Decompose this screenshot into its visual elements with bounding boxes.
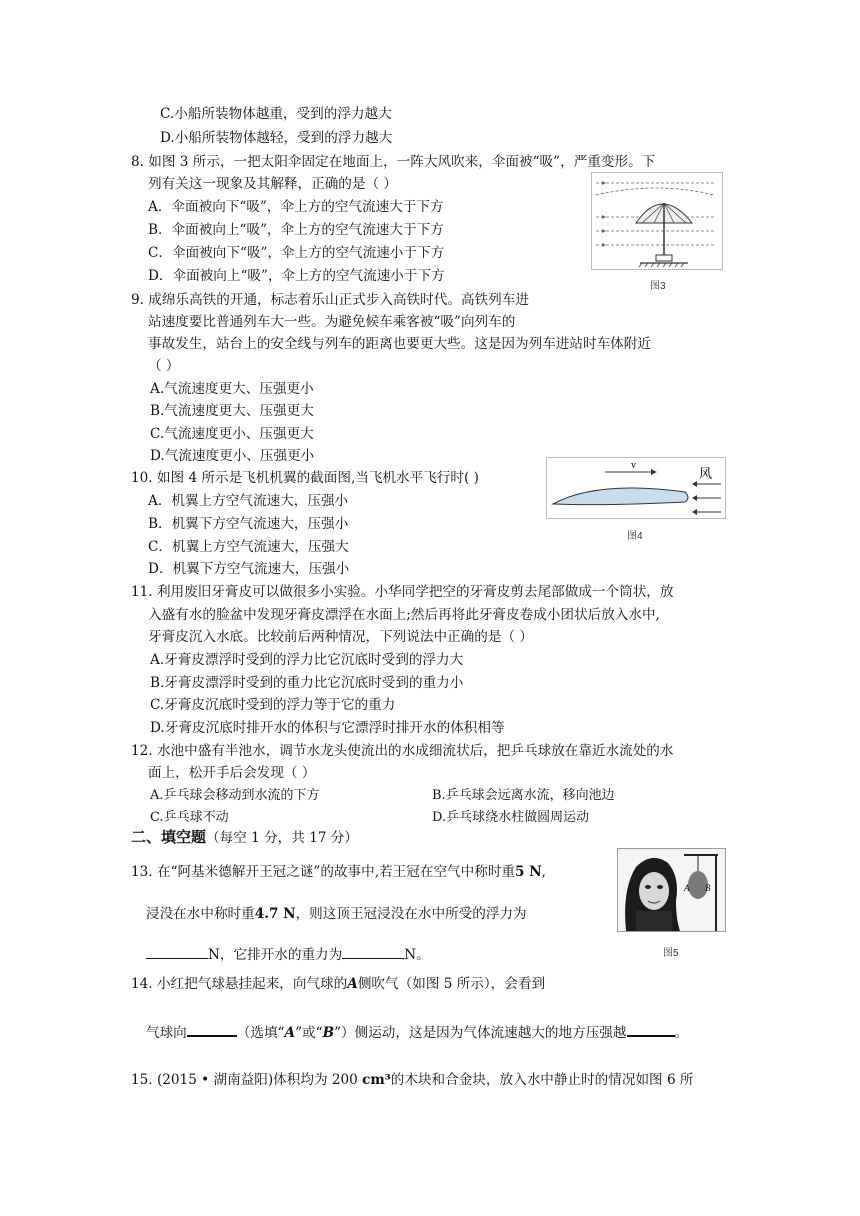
direction-answer-blank[interactable] [187,1021,237,1037]
q8-stem-line2: 列有关这一现象及其解释，正确的是（ ） [148,176,398,192]
girl-blowing-balloon-image [618,849,725,931]
umbrella-figure [591,172,723,270]
q13-text-b: , [541,864,546,880]
q14-side-a: A [347,976,358,992]
q9-option-d: D.气流速度更小、压强更小 [150,448,315,464]
q10-option-c: C．机翼上方空气流速大，压强大 [148,539,349,555]
q14-stem-line1 [131,974,545,994]
wind-label: 风 [699,466,713,481]
q11-stem-line1: 11. 利用废旧牙膏皮可以做很多小实验。小华同学把空的牙膏皮剪去尾部做成一个筒状，放 [131,584,674,600]
q14-text-d: （选填“ [236,1025,285,1041]
displaced-weight-answer-blank[interactable] [342,944,404,959]
q13-text-f: N。 [404,947,430,963]
q8-option-b: B．伞面被向上“吸”，伞上方的空气流速大于下方 [148,222,444,238]
q14-text-c: 气球向 [146,1025,187,1041]
fig5-label-b: B [705,883,711,893]
q12-option-b: B.乒乓球会远离水流，移向池边 [432,788,615,803]
q13-text-a: 13. 在“阿基米德解开王冠之谜”的故事中,若王冠在空气中称时重 [131,864,516,880]
pressure-answer-blank[interactable] [627,1021,675,1037]
q11-option-a: A.牙膏皮漂浮时受到的浮力比它沉底时受到的浮力大 [150,652,464,668]
q13-weight-water: 4.7 N [254,906,296,922]
q9-stem-line2: 站速度要比普通列车大一些。为避免候车乘客被“吸”向列车的 [148,314,516,330]
q9-stem-line1: 9. 成绵乐高铁的开通，标志着乐山正式步入高铁时代。高铁列车进 [131,292,529,308]
q8-option-d: D．伞面被向上“吸”，伞上方的空气流速小于下方 [148,268,445,284]
velocity-label: v [631,460,636,471]
q13-text-d: ，则这顶王冠浸没在水中所受的浮力为 [295,906,527,922]
q8-stem-line1: 8. 如图 3 所示，一把太阳伞固定在地面上，一阵大风吹来，伞面被“吸”，严重变形。下 [131,154,656,170]
q15-text-b: 的木块和合金块，放入水中静止时的情况如图 6 所 [390,1072,694,1088]
q11-stem-line2: 入盛有水的脸盆中发现牙膏皮漂浮在水面上;然后再将此牙膏皮卷成小团状后放入水中, [148,607,660,623]
q12-option-d: D.乒乓球绕水柱做圆周运动 [432,810,590,825]
q12-stem-line2: 面上，松开手后会发现（ ） [148,765,316,781]
q15-unit: cm³ [362,1072,391,1088]
q7-option-c: C.小船所装物体越重，受到的浮力越大 [160,106,392,122]
figure-3-caption: 图3 [650,281,666,292]
q8-option-c: C．伞面被向下“吸”，伞上方的空气流速小于下方 [148,245,445,261]
q13-stem-line2 [146,904,527,924]
q8-option-a: A．伞面被向下“吸”，伞上方的空气流速大于下方 [148,199,444,215]
section-title: 二、填空题 [131,829,207,846]
q11-stem-line3: 牙膏皮沉入水底。比较前后两种情况，下列说法中正确的是（ ） [148,629,533,645]
section-heading [131,828,358,848]
q10-stem: 10. 如图 4 所示是飞机机翼的截面图,当飞机水平飞行时( ) [131,470,479,486]
q13-stem-line3 [146,944,430,965]
q9-stem-line4: （ ） [148,358,180,374]
figure-5-caption: 图5 [663,948,679,959]
q9-option-c: C.气流速度更小、压强更大 [150,426,314,442]
q13-weight-air: 5 N [515,864,542,880]
q14-text-e: ”或“ [295,1025,323,1041]
q12-option-c: C.乒乓球不动 [150,810,229,825]
q7-option-d: D.小船所装物体越轻，受到的浮力越大 [160,130,393,146]
section-note: （每空 1 分，共 17 分） [206,830,358,846]
fig5-label-a: A [684,883,690,893]
q12-stem-line1: 12. 水池中盛有半池水，调节水龙头使流出的水成细流状后，把乒乓球放在靠近水流处的水 [131,743,674,759]
q10-option-a: A．机翼上方空气流速大，压强小 [148,493,349,509]
q14-text-a: 14. 小红把气球悬挂起来，向气球的 [131,976,348,992]
wing-figure [546,457,726,519]
q9-option-b: B.气流速度更大、压强更大 [150,403,314,419]
q13-text-c: 浸没在水中称时重 [146,906,255,922]
q14-text-g: 。 [674,1025,689,1041]
q10-option-d: D．机翼下方空气流速大，压强小 [148,561,350,577]
q15-text-a: 15. (2015 • 湖南益阳)体积均为 200 [131,1072,363,1088]
q14-choice-b: B [322,1025,335,1041]
q12-option-a: A.乒乓球会移动到水流的下方 [150,788,320,803]
q15-stem-line1 [131,1070,694,1090]
buoyancy-answer-blank[interactable] [146,944,208,959]
q13-stem-line1 [131,862,546,882]
q13-text-e: N，它排开水的重力为 [208,947,343,963]
umbrella-wind-diagram [592,173,722,269]
q9-option-a: A.气流速度更大、压强更小 [150,381,314,397]
balloon-photo [617,848,726,932]
q11-option-b: B.牙膏皮漂浮时受到的重力比它沉底时受到的重力小 [150,675,464,691]
q14-choice-a: A [284,1025,296,1041]
q11-option-c: C.牙膏皮沉底时受到的浮力等于它的重力 [150,697,396,713]
figure-4-caption: 图4 [627,531,643,542]
wing-cross-section-diagram [547,458,725,518]
q10-option-b: B．机翼下方空气流速大，压强小 [148,516,349,532]
q11-option-d: D.牙膏皮沉底时排开水的体积与它漂浮时排开水的体积相等 [150,720,505,736]
q14-text-f: ”）侧运动，这是因为气体流速越大的地方压强越 [334,1025,627,1041]
q14-stem-line2 [146,1021,688,1043]
q9-stem-line3: 事故发生，站台上的安全线与列车的距离也要更大些。这是因为列车进站时车体附近 [148,336,651,352]
q14-text-b: 侧吹气（如图 5 所示），会看到 [357,976,546,992]
